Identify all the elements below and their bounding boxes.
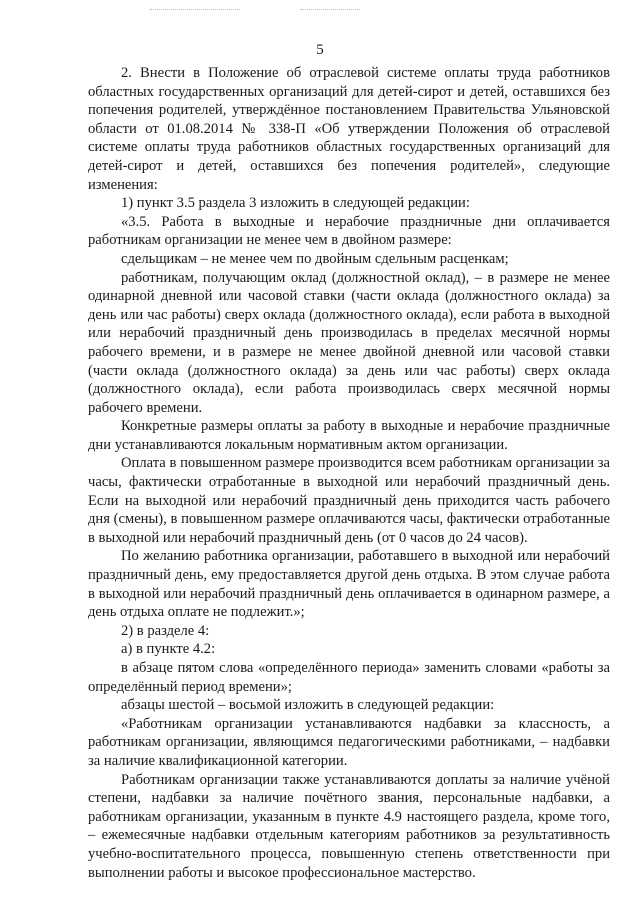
paragraph: работникам, получающим оклад (должностной оклад), – в размере не менее одинарной дневной или часовой ставки (части оклада (должностного оклада) за день или час работы) сверх оклада (должностного оклада), если работа в выходной или нерабочий праздничный день производилась в пределах месячной нормы рабочего времени, и в размере не менее двойной дневной или часовой ставки (части оклада (должностного оклада) за день или час работы) сверх оклада (должностного оклада), если работа производилась сверх месячной нормы рабочего времени.: [88, 269, 610, 416]
paragraph: а) в пункте 4.2:: [121, 641, 216, 658]
paragraph: сдельщикам – не менее чем по двойным сдельным расценкам;: [121, 250, 509, 267]
paragraph: 2. Внести в Положение об отраслевой системе оплаты труда работников областных государственных организаций для детей-сирот и детей, оставшихся без попечения родителей, утверждённое постановлением Правительства Ульяновской области от 01.08.2014 № 338-П «Об утверждении Положения об отраслевой системе оплаты труда работников областных государственных организаций для детей-сирот и детей, оставшихся без попечения родителей», следующие изменения:: [88, 65, 610, 193]
paragraph: в абзаце пятом слова «определённого периода» заменить словами «работы за определённый период времени»;: [88, 660, 610, 695]
paragraph: абзацы шестой – восьмой изложить в следующей редакции:: [121, 697, 495, 714]
paragraph: 2) в разделе 4:: [121, 622, 210, 639]
paragraph: «Работникам организации устанавливаются надбавки за классность, а работникам организации, являющимся педагогическими работниками, – надбавки за наличие квалификационной категории.: [88, 715, 610, 769]
paragraph: По желанию работника организации, работавшего в выходной или нерабочий праздничный день, ему предоставляется другой день отдыха. В этом случае работа в выходной или нерабочий праздничный день оплачивается в одинарном размере, а день отдыха оплате не подлежит.»;: [88, 548, 610, 621]
paragraph: Оплата в повышенном размере производится всем работникам организации за часы, фактически отработанные в выходной или нерабочий праздничный день. Если на выходной или нерабочий праздничный день приходится часть рабочего дня (смены), в повышенном размере оплачиваются часы, фактически отработанные в выходной или нерабочий праздничный день (от 0 часов до 24 часов).: [88, 455, 610, 546]
paragraph: Работникам организации также устанавливаются доплаты за наличие учёной степени, надбавки за наличие почётного звания, персональные надбавки, а работникам организации, указанным в пункте 4.9 настоящего раздела, кроме того, – ежемесячные надбавки отдельным категориям работников за результативность учебно-воспитательного процесса, повышенную степень ответственности при выполнении работы и высокое профессиональное мастерство.: [88, 771, 610, 881]
scan-artifact: [150, 9, 240, 11]
paragraph: 1) пункт 3.5 раздела 3 изложить в следующей редакции:: [121, 195, 470, 212]
paragraph: Конкретные размеры оплаты за работу в выходные и нерабочие праздничные дни устанавливаются локальным нормативным актом организации.: [88, 418, 610, 453]
scan-artifact: [300, 9, 360, 11]
document-body: [88, 64, 610, 882]
page-number: 5: [316, 42, 324, 58]
paragraph: «3.5. Работа в выходные и нерабочие праздничные дни оплачивается работникам организации не менее чем в двойном размере:: [88, 213, 610, 249]
